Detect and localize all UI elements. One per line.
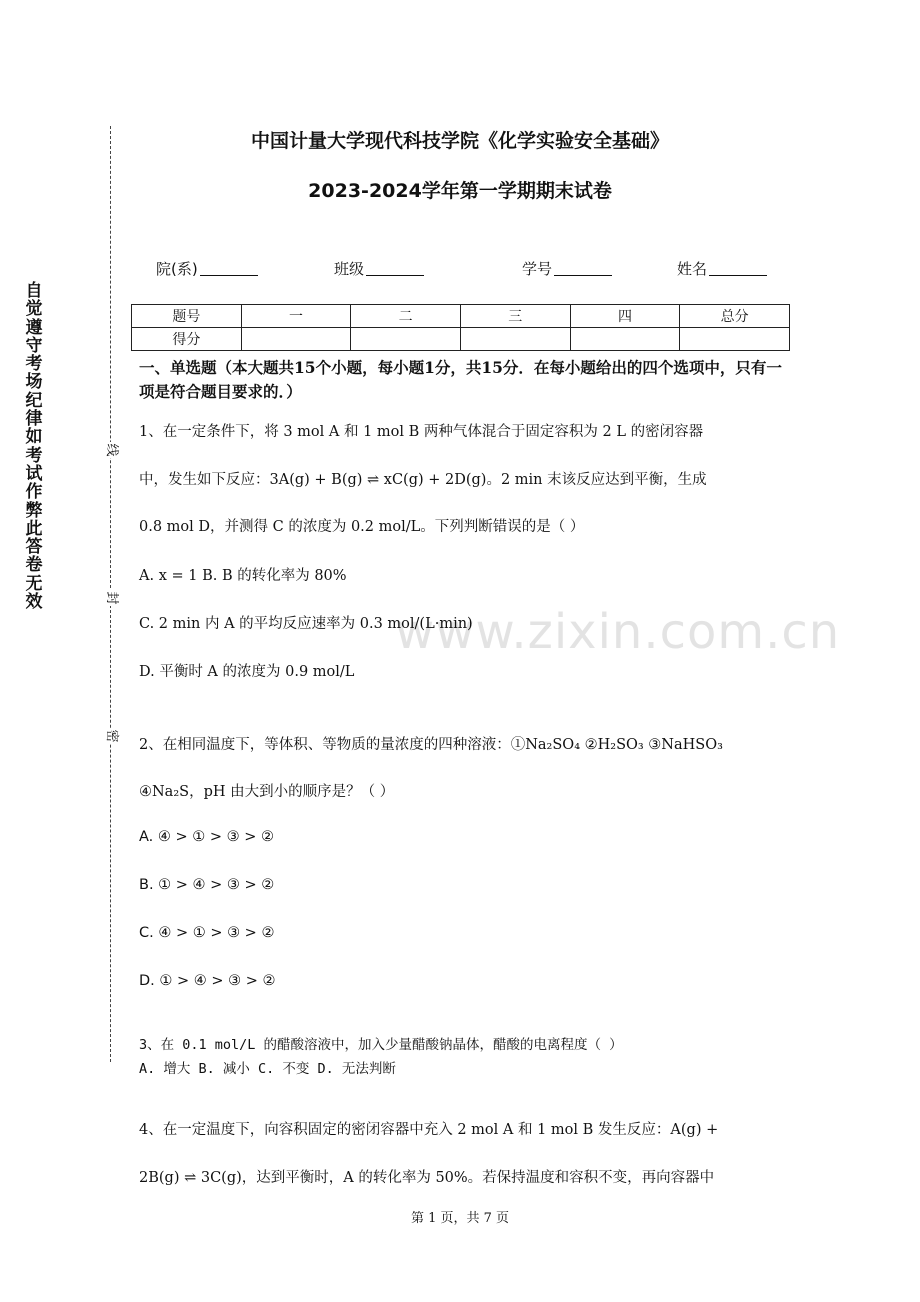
question-3-line-1: 3、在 0.1 mol/L 的醋酸溶液中，加入少量醋酸钠晶体，醋酸的电离程度（ ） <box>139 1037 623 1053</box>
student-id-field[interactable]: 学号 <box>522 258 612 279</box>
score-header-cell: 题号 <box>132 305 242 328</box>
score-header-cell: 四 <box>570 305 680 328</box>
section-heading: 一、单选题（本大题共15个小题，每小题1分，共15分．在每小题给出的四个选项中，只有一项是符合题目要求的．） <box>139 358 782 401</box>
score-cell[interactable] <box>351 328 461 351</box>
question-2-option-a: A. ④ > ① > ③ > ② <box>139 829 274 845</box>
score-cell[interactable] <box>570 328 680 351</box>
score-header-cell: 总分 <box>680 305 790 328</box>
score-table-header-row <box>132 305 790 328</box>
question-1-line-3: 0.8 mol D，并测得 C 的浓度为 0.2 mol/L。下列判断错误的是（ ） <box>139 519 585 535</box>
question-3-options: A. 增大 B. 减小 C. 不变 D. 无法判断 <box>139 1061 396 1077</box>
score-cell[interactable] <box>460 328 570 351</box>
question-1-option-c: C. 2 min 内 A 的平均反应速率为 0.3 mol/(L·min) <box>139 616 473 632</box>
binding-mark-line: 线 <box>104 443 119 457</box>
binding-mark-secret: 密 <box>104 729 119 743</box>
score-table-score-row <box>132 328 790 351</box>
name-field[interactable]: 姓名 <box>677 258 767 279</box>
score-row-label: 得分 <box>132 328 242 351</box>
question-1-option-d: D. 平衡时 A 的浓度为 0.9 mol/L <box>139 664 355 680</box>
question-1-line-2: 中，发生如下反应：3A(g) + B(g) ⇌ xC(g) + 2D(g)。2 min 末该反应达到平衡，生成 <box>139 472 707 488</box>
page-footer: 第 1 页，共 7 页 <box>410 1211 510 1226</box>
college-field[interactable]: 院(系) <box>156 258 258 279</box>
exam-subtitle: 2023-2024学年第一学期期末试卷 <box>308 180 612 202</box>
question-2-line-1: 2、在相同温度下，等体积、等物质的量浓度的四种溶液：①Na₂SO₄ ②H₂SO₃ ③NaHSO₃ <box>139 737 723 753</box>
score-header-cell: 一 <box>241 305 351 328</box>
watermark: www.zixin.com.cn <box>395 604 841 660</box>
class-field[interactable]: 班级 <box>334 258 424 279</box>
side-note-exam-discipline: 自觉遵守考场纪律如考试作弊此答卷无效 <box>25 281 43 613</box>
question-4-line-1: 4、在一定温度下，向容积固定的密闭容器中充入 2 mol A 和 1 mol B 发生反应：A(g) + <box>139 1122 719 1138</box>
question-2-line-2: ④Na₂S，pH 由大到小的顺序是？（ ） <box>139 784 395 800</box>
question-1-line-1: 1、在一定条件下，将 3 mol A 和 1 mol B 两种气体混合于固定容积为 2 L 的密闭容器 <box>139 424 704 440</box>
score-header-cell: 二 <box>351 305 461 328</box>
exam-title: 中国计量大学现代科技学院《化学实验安全基础》 <box>250 130 669 152</box>
question-1-options-ab: A. x = 1 B. B 的转化率为 80% <box>139 568 347 584</box>
question-4-line-2: 2B(g) ⇌ 3C(g)，达到平衡时，A 的转化率为 50%。若保持温度和容积不变，再向容器中 <box>139 1170 715 1186</box>
binding-mark-seal: 封 <box>104 591 119 605</box>
score-header-cell: 三 <box>460 305 570 328</box>
question-2-option-d: D. ① > ④ > ③ > ② <box>139 973 276 989</box>
question-2-option-b: B. ① > ④ > ③ > ② <box>139 877 275 893</box>
score-table <box>131 304 790 351</box>
score-cell[interactable] <box>241 328 351 351</box>
score-cell[interactable] <box>680 328 790 351</box>
question-2-option-c: C. ④ > ① > ③ > ② <box>139 925 275 941</box>
